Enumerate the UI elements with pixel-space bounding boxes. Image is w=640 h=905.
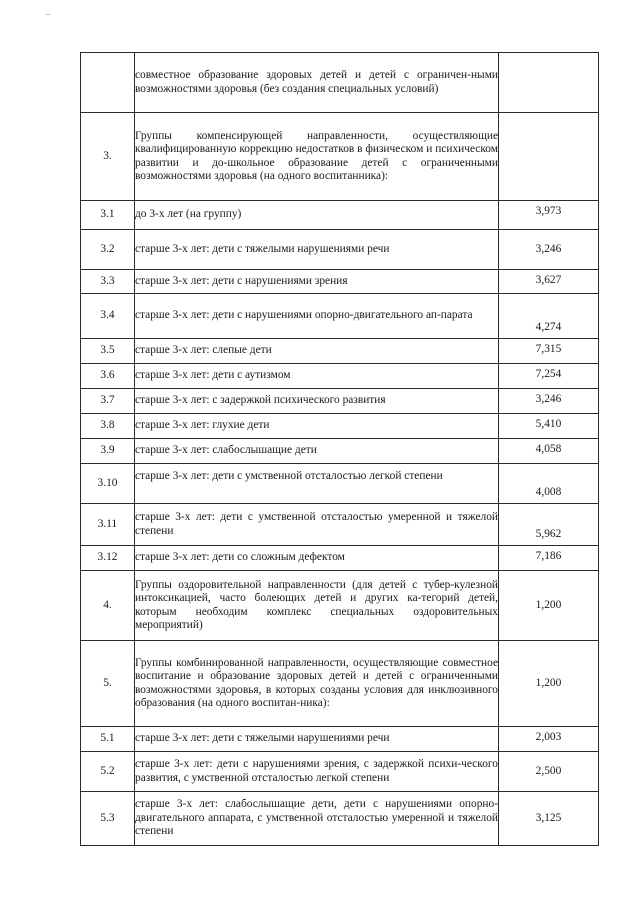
tariff-table [80,52,599,846]
table-row [81,53,599,113]
row-description: старше 3-х лет: слабослышащие дети, дети с нарушениями опорно-двигательного аппарата, с умственной отсталостью умеренной и тяжелой степени [135,792,499,846]
row-value [499,113,599,201]
row-value: 3,246 [499,230,599,270]
row-value: 3,973 [499,201,599,230]
row-description: старше 3-х лет: дети с тяжелыми нарушениями речи [135,727,499,752]
row-description: Группы оздоровительной направленности (для детей с тубер-кулезной интоксикацией, часто болеющих детей и других ка-тегорий детей, которым необходим комплекс специальных оздоровительных мероприятий) [135,571,499,641]
table-row [81,113,599,201]
row-number: 5.1 [81,727,135,752]
row-value: 2,500 [499,752,599,792]
row-description: старше 3-х лет: дети со сложным дефектом [135,546,499,571]
row-description: Группы комбинированной направленности, осуществляющие совместное воспитание и образование здоровых детей и детей с ограниченными возможностями здоровья, в которых созданы условия для инклюзивного образования (на одного воспитан-ника): [135,641,499,727]
row-value: 2,003 [499,727,599,752]
scan-artifact [46,14,50,15]
table-row [81,571,599,641]
row-number: 3.4 [81,294,135,339]
row-number: 5.3 [81,792,135,846]
row-description: старше 3-х лет: дети с нарушениями зрения, с задержкой психи-ческого развития, с умственной отсталостью легкой степени [135,752,499,792]
table-row [81,464,599,504]
row-description: Группы компенсирующей направленности, осуществляющие квалифицированную коррекцию недостатков в физическом и психическом развитии и до-школьное образование детей с ограниченными возможностями здоровья (на одного воспитанника): [135,113,499,201]
row-value: 5,410 [499,414,599,439]
table-row [81,270,599,294]
row-description: старше 3-х лет: дети с нарушениями зрения [135,270,499,294]
row-description: до 3-х лет (на группу) [135,201,499,230]
table-row [81,546,599,571]
row-value: 3,627 [499,270,599,294]
row-value: 4,008 [499,464,599,504]
row-value: 4,058 [499,439,599,464]
table-row [81,364,599,389]
table-row [81,792,599,846]
row-description: старше 3-х лет: слепые дети [135,339,499,364]
row-value: 3,125 [499,792,599,846]
table-row [81,439,599,464]
row-number: 3.10 [81,464,135,504]
row-description: старше 3-х лет: дети с тяжелыми нарушениями речи [135,230,499,270]
row-number [81,53,135,113]
row-number: 5. [81,641,135,727]
row-number: 3.9 [81,439,135,464]
table-row [81,339,599,364]
row-description: старше 3-х лет: дети с нарушениями опорно-двигательного ап-парата [135,294,499,339]
table-row [81,294,599,339]
row-number: 3.1 [81,201,135,230]
table-row [81,389,599,414]
row-value: 1,200 [499,571,599,641]
row-number: 3.2 [81,230,135,270]
row-number: 5.2 [81,752,135,792]
row-value: 7,186 [499,546,599,571]
row-description: старше 3-х лет: дети с умственной отсталостью легкой степени [135,464,499,504]
row-value: 4,274 [499,294,599,339]
row-number: 3. [81,113,135,201]
row-value: 5,962 [499,504,599,546]
row-description: старше 3-х лет: с задержкой психического развития [135,389,499,414]
row-value: 7,254 [499,364,599,389]
table-row [81,641,599,727]
row-description: старше 3-х лет: дети с умственной отсталостью умеренной и тяжелой степени [135,504,499,546]
table-row [81,752,599,792]
table-row [81,230,599,270]
row-description: старше 3-х лет: дети с аутизмом [135,364,499,389]
row-number: 3.12 [81,546,135,571]
row-number: 3.6 [81,364,135,389]
row-value: 7,315 [499,339,599,364]
row-number: 3.5 [81,339,135,364]
table-row [81,201,599,230]
row-number: 3.7 [81,389,135,414]
row-value [499,53,599,113]
row-number: 3.3 [81,270,135,294]
row-number: 3.11 [81,504,135,546]
row-value: 1,200 [499,641,599,727]
row-number: 4. [81,571,135,641]
row-number: 3.8 [81,414,135,439]
table-row [81,504,599,546]
table-row [81,727,599,752]
table-row [81,414,599,439]
row-description: старше 3-х лет: слабослышащие дети [135,439,499,464]
row-description: совместное образование здоровых детей и детей с ограничен-ными возможностями здоровья (без создания специальных условий) [135,53,499,113]
row-description: старше 3-х лет: глухие дети [135,414,499,439]
row-value: 3,246 [499,389,599,414]
